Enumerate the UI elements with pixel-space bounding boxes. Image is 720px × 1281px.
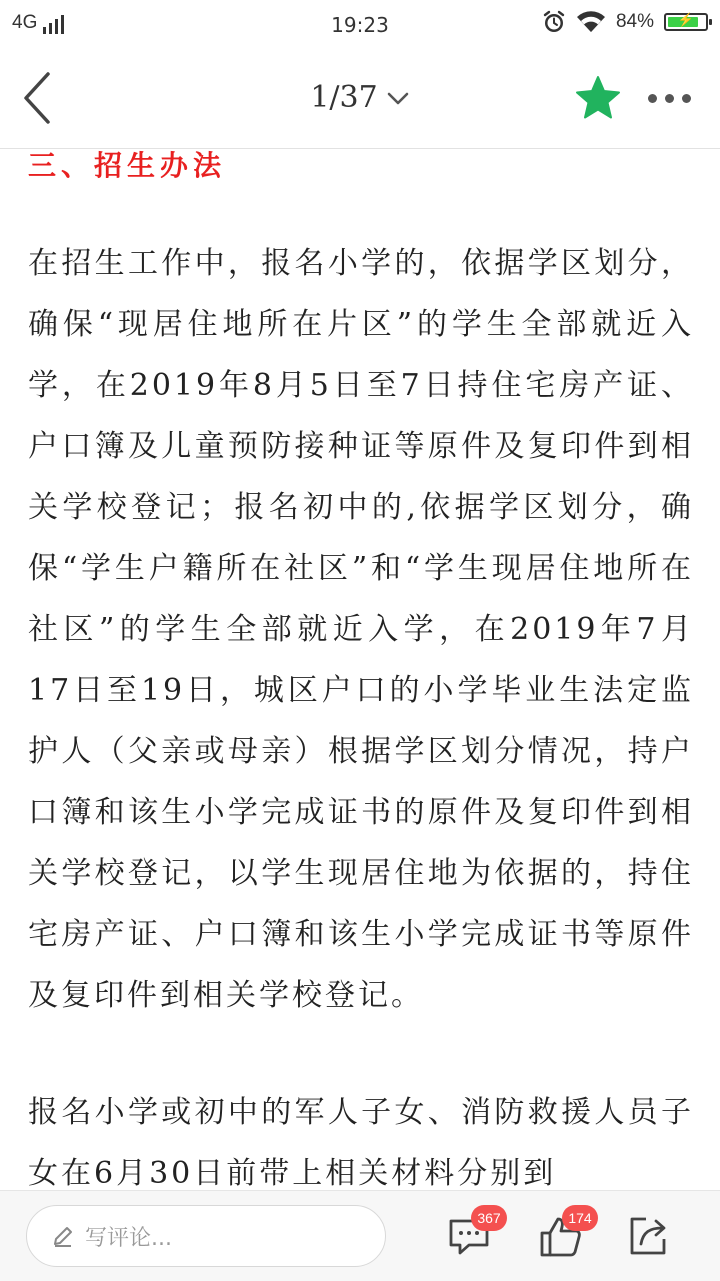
clock: 19:23 [331, 13, 389, 37]
like-button[interactable] [538, 1210, 592, 1261]
network-type: 4G [12, 12, 38, 33]
section-heading: 三、招生办法 [28, 149, 227, 182]
page-indicator-label: 1/37 [310, 80, 378, 115]
alarm-icon [542, 10, 566, 34]
battery-icon [664, 13, 708, 31]
comment-count-badge: 367 [471, 1205, 507, 1231]
favorite-button[interactable] [574, 74, 622, 122]
charging-bolt-icon: ⚡ [677, 12, 695, 27]
like-count-badge: 174 [562, 1205, 598, 1231]
more-dot [665, 94, 674, 103]
status-bar [0, 0, 720, 50]
comment-input[interactable] [26, 1205, 386, 1267]
more-button[interactable] [648, 86, 698, 110]
article-paragraph: 报名小学或初中的军人子女、消防救援人员子女在6月30日前带上相关材料分别到 [28, 1095, 694, 1190]
top-nav-bar [0, 50, 720, 148]
status-icons [542, 10, 708, 34]
wifi-icon [576, 11, 606, 33]
battery-percent: 84% [615, 11, 654, 32]
bottom-action-bar [0, 1190, 720, 1281]
comments-button[interactable] [447, 1210, 501, 1261]
share-icon [626, 1213, 672, 1259]
comment-placeholder: 写评论... [85, 1225, 172, 1251]
pencil-icon [51, 1224, 75, 1248]
chevron-down-icon [386, 91, 410, 107]
article-paragraph: 在招生工作中，报名小学的，依据学区划分，确保“现居住地所在片区”的学生全部就近入学，在2019年8月5日至7日持住宅房产证、户口簿及儿童预防接种证等原件及复印件到相关学校登记；报名初中的,依据学区划分，确保“学生户籍所在社区”和“学生现居住地所在社区”的学生全部就近入学，在2019年7月17日至19日，城区户口的小学毕业生法定监护人（父亲或母亲）根据学区划分情况，持户口簿和该生小学完成证书的原件及复印件到相关学校登记，以学生现居住地为依据的，持住宅房产证、户口簿和该生小学完成证书等原件及复印件到相关学校登记。 [28, 246, 694, 1013]
star-icon [574, 74, 622, 122]
share-button[interactable] [626, 1213, 674, 1261]
more-dot [682, 94, 691, 103]
article-body [28, 140, 694, 1190]
more-dot [648, 94, 657, 103]
